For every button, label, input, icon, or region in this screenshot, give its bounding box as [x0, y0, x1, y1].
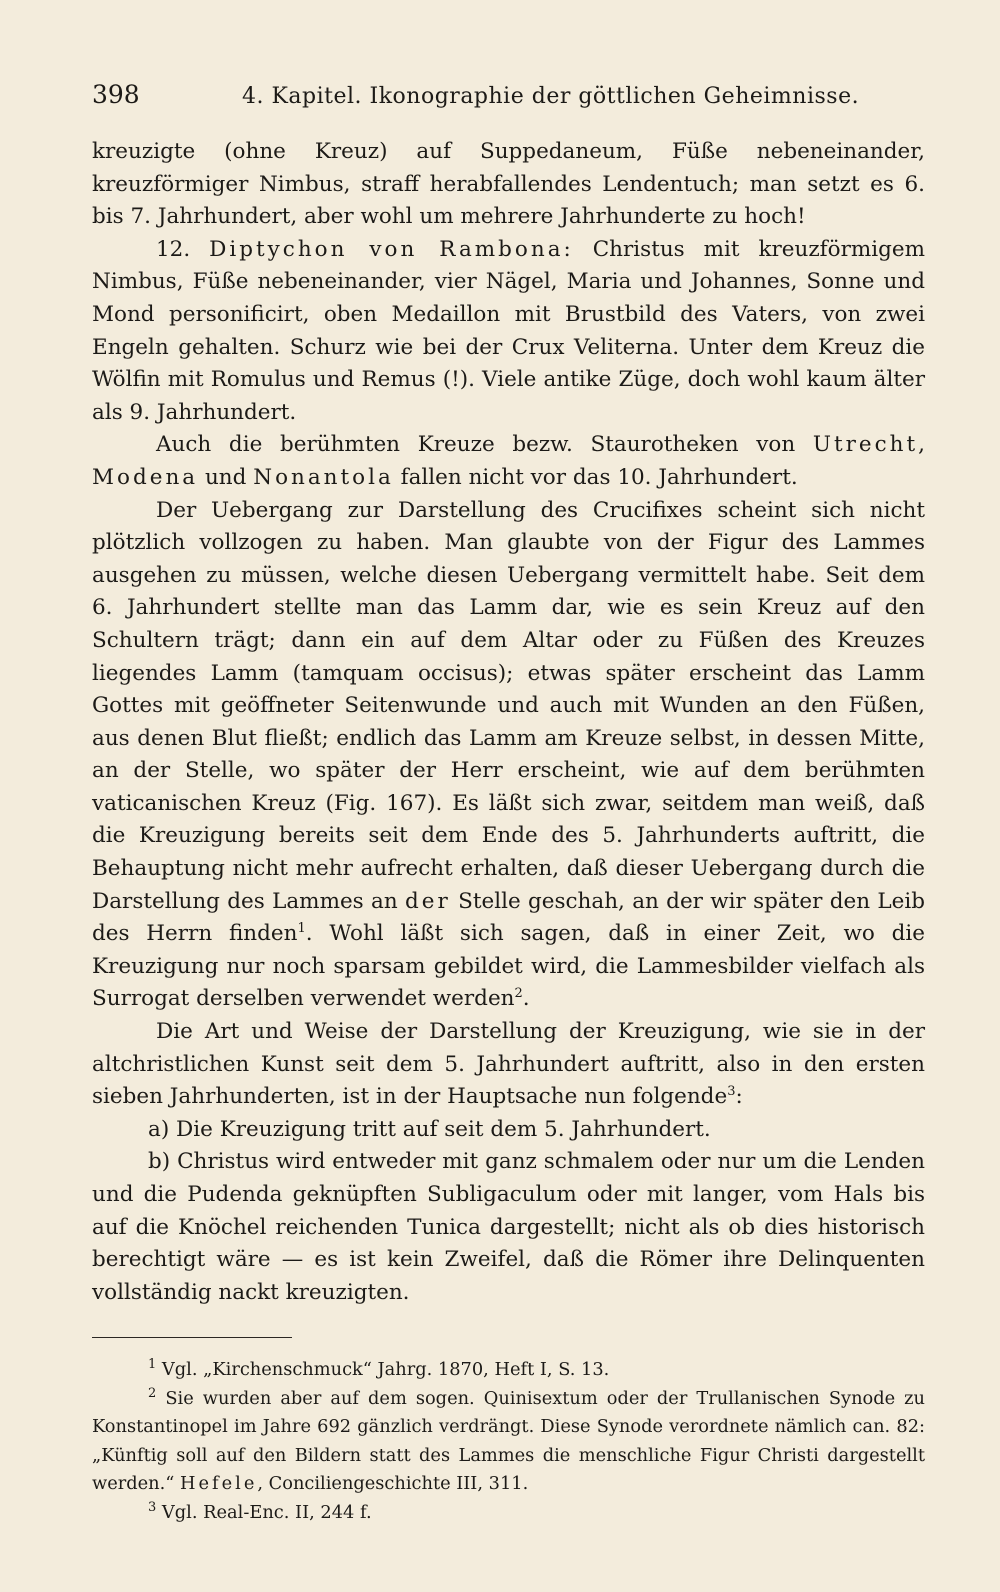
running-head: 4. Kapitel. Ikonographie der göttlichen Geheimnisse.	[242, 84, 860, 109]
footnote-3: $^3$ Vgl. Real-Enc. II, 244 f.	[148, 1499, 372, 1523]
paragraph-kreuze: Auch die berühmten Kreuze bezw. Staurotheken von Utrecht, Modena und Nonantola fallen nicht vor das 10. Jahrhundert.	[92, 432, 925, 490]
page-number: 398	[92, 80, 140, 109]
spaced-term: Nonantola	[253, 464, 394, 490]
spaced-term: Utrecht	[812, 432, 919, 458]
spaced-term: der	[405, 888, 451, 914]
footnote-ref[interactable]: 1	[297, 921, 306, 937]
paragraph-art-und-weise: Die Art und Weise der Darstellung der Kreuzigung, wie sie in der altchristlichen Kunst seit dem 5. Jahrhundert auftritt, also in den ersten sieben Jahrhunderten, ist in der Hauptsache nun folgende$^3$:	[92, 1019, 925, 1110]
footnote-divider	[92, 1337, 292, 1338]
spaced-term: Hefele	[180, 1473, 258, 1495]
spaced-term: Modena	[92, 464, 199, 490]
page-header	[92, 80, 925, 118]
spaced-term: Diptychon von Rambona:	[209, 236, 574, 262]
footnotes	[92, 1356, 925, 1527]
list-item-a: a) Die Kreuzigung tritt auf seit dem 5. Jahrhundert.	[148, 1116, 711, 1142]
footnote-ref[interactable]: 3	[727, 1084, 736, 1100]
body-text	[92, 136, 925, 1309]
footnote-1: $^1$ Vgl. „Kirchenschmuck“ Jahrg. 1870, Heft I, S. 13.	[148, 1357, 610, 1381]
paragraph-1: kreuzigte (ohne Kreuz) auf Suppedaneum, Füße nebeneinander, kreuzförmiger Nimbus, straff herabfallendes Lendentuch; man setzt es 6. bis 7. Jahrhundert, aber wohl um mehrere Jahrhunderte zu hoch!	[92, 139, 925, 230]
list-item-b: b) Christus wird entweder mit ganz schmalem oder nur um die Lenden und die Pudenda geknüpften Subligaculum oder mit langer, vom Hals bis auf die Knöchel reichenden Tunica dargestellt; nicht als ob dies historisch berechtigt wäre — es ist kein Zweifel, daß die Römer ihre Delinquenten vollständig nackt kreuzigten.	[92, 1149, 925, 1305]
paragraph-uebergang: Der Uebergang zur Darstellung des Crucifixes scheint sich nicht plötzlich vollzogen zu haben. Man glaubte von der Figur des Lammes ausgehen zu müssen, welche diesen Uebergang vermittelt habe. Seit dem 6. Jahrhundert stellte man das Lamm dar, wie es sein Kreuz auf den Schultern trägt; dann ein auf dem Altar oder zu Füßen des Kreuzes liegendes Lamm (tamquam occisus); etwas später erscheint das Lamm Gottes mit geöffneter Seitenwunde und auch mit Wunden an den Füßen, aus denen Blut fließt; endlich das Lamm am Kreuze selbst, in dessen Mitte, an der Stelle, wo später der Herr erscheint, wie auf dem berühmten vaticanischen Kreuz (Fig. 167). Es läßt sich zwar, seitdem man weiß, daß die Kreuzigung bereits seit dem Ende des 5. Jahrhunderts auftritt, die Behauptung nicht mehr aufrecht erhalten, daß dieser Uebergang durch die Darstellung des Lammes an der Stelle geschah, an der wir später den Leib des Herrn finden$^1$. Wohl läßt sich sagen, daß in einer Zeit, wo die Kreuzigung nur noch sparsam gebildet wird, die Lammesbilder vielfach als Surrogat derselben verwendet werden$^2$.	[92, 497, 925, 1012]
paragraph-diptychon: 12. Diptychon von Rambona: Christus mit kreuzförmigem Nimbus, Füße nebeneinander, vier Nägel, Maria und Johannes, Sonne und Mond personificirt, oben Medaillon mit Brustbild des Vaters, von zwei Engeln gehalten. Schurz wie bei der Crux Veliterna. Unter dem Kreuz die Wölfin mit Romulus und Remus (!). Viele antike Züge, doch wohl kaum älter als 9. Jahrhundert.	[92, 236, 926, 425]
footnote-2: $^2$ Sie wurden aber auf dem sogen. Quinisextum oder der Trullanischen Synode zu Konstantinopel im Jahre 692 gänzlich verdrängt. Diese Synode verordnete nämlich can. 82: „Künftig soll auf den Bildern statt des Lammes die menschliche Figur Christi dargestellt werden.“ Hefele, Conciliengeschichte III, 311.	[92, 1385, 925, 1495]
footnote-ref[interactable]: 2	[514, 986, 523, 1002]
